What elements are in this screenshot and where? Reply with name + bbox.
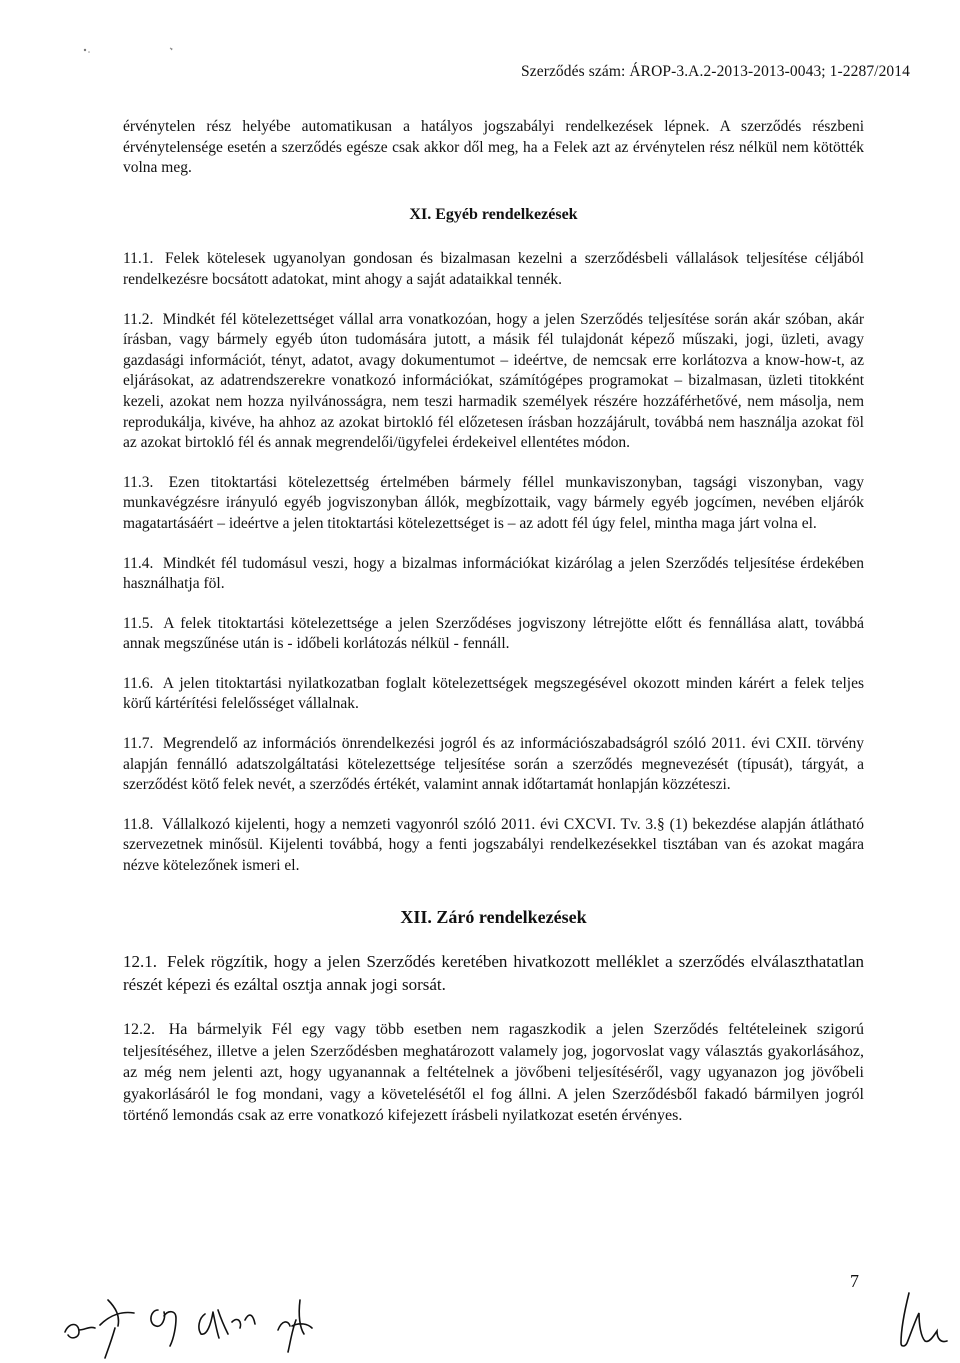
clause-text: Ezen titoktartási kötelezettség értelmében bármely féllel munkaviszonyban, tagsági viszonyban, vagy munkavégzésre irányuló egyéb jogviszonyban állók, megbízottaik, vagy bármely egyéb jogcímen, nevében eljárók magatartásáért – ideértve a jelen titoktartási kötelezettséget is – az adott fél úgy felel, mintha maga járt volna el. [123, 473, 865, 532]
clause-11-5 [123, 614, 864, 655]
clause-text: Felek kötelesek ugyanolyan gondosan és bizalmasan kezelni a szerződésbeli vállalások teljesítése céljából rendelkezésre bocsátott adatokat, mint ahogy a saját adataikkal tennék. [123, 250, 864, 288]
clause-number: 11.2. [123, 310, 154, 328]
clause-number: 12.1. [123, 952, 157, 972]
clause-11-7 [123, 734, 864, 796]
clause-number: 11.3. [123, 473, 154, 491]
clause-text: Mindkét fél tudomásul veszi, hogy a bizalmas információkat kizárólag a jelen Szerződés teljesítése érdekében használhatja föl. [123, 554, 864, 593]
clause-text: Felek rögzítik, hogy a jelen Szerződés keretében hivatkozott melléklet a szerződés elválaszthatatlan részét képezi és ezáltal osztja annak jogi sorsát. [123, 952, 864, 994]
clause-12-2 [123, 1019, 864, 1127]
clause-text: Megrendelő az információs önrendelkezési jogról és az információszabadságról szóló 2011. évi CXII. törvény alapján fennálló adatszolgáltatási kötelezettsége teljesítése során a szerződés megnevezését (típusát), tárgyát, a szerződést kötő felek nevét, a szerződés értékét, valamint annak időtartamát honlapján közzéteszi. [123, 735, 865, 794]
page-number: 7 [850, 1271, 859, 1291]
section-xii-title: XII. Záró rendelkezések [400, 906, 587, 927]
clause-11-4 [123, 554, 864, 595]
clause-11-8 [123, 815, 864, 877]
clause-text: A jelen titoktartási nyilatkozatban foglalt kötelezettségek megszegésével okozott minden kárért a felek teljes körű kártérítési felelősséget vállalnak. [123, 674, 864, 713]
clause-number: 11.5. [123, 614, 154, 632]
clause-12-1 [123, 951, 864, 996]
clause-number: 11.4. [123, 554, 154, 572]
clause-11-2 [123, 310, 864, 454]
scan-artifact-marks [82, 44, 182, 56]
clause-text: Mindkét fél kötelezettséget vállal arra vonatkozóan, hogy a jelen Szerződés teljesítése során akár szóban, akár írásban, vagy bármely egyéb úton tudomására jutott, a másik fél tulajdonát képező műszaki, jogi, üzleti, avagy gazdasági információt, tényt, adatot, avagy dokumentumot – ideértve, de nemcsak erre korlátozva a know-how-t, az eljárásokat, az adatrendszerekre vonatkozó információkat, számítógépes programokat – bizalmasan, üzleti titokként kezeli, azokat nem hozza nyilvánosságra, nem teszi harmadik személyek részére hozzáférhetővé, nem másolja, nem reprodukálja, kivéve, ha ahhoz az azokat birtokló fél előzetesen írásban hozzájárult, továbbá nem használja azokat föl az azokat birtokló fél és annak megrendelői/ügyfelei érdekeivel ellentétes módon. [123, 310, 865, 452]
contract-number-header: Szerződés szám: ÁROP-3.A.2-2013-2013-0043; 1-2287/2014 [521, 63, 910, 80]
handwritten-initials [60, 1270, 560, 1360]
clause-text: Ha bármelyik Fél egy vagy több esetben nem ragaszkodik a jelen Szerződés feltételeinek szigorú teljesítéséhez, illetve a jelen Szerződésben meghatározott valamely jog, jogorvoslat vagy választás gyakorlásához, az még nem jelenti azt, hogy ugyanannak a feltételnek a jövőbeni teljesítéséről, vagy ugyanazon jog jövőbeli gyakorlásáról le fog mondani, vagy a követelésétől el fog állni. A jelen Szerződésből fakadó bármilyen jogról történő lemondás csak az erre vonatkozó kifejezett írásbeli nyilatkozat esetén érvényes. [123, 1021, 865, 1125]
clause-text: Vállalkozó kijelenti, hogy a nemzeti vagyonról szóló 2011. évi CXCVI. Tv. 3.§ (1) bekezdése alapján átlátható szervezetnek minősül. Kijelenti továbbá, hogy a fenti jogszabályi rendelkezésekkel tisztában van és azokat magára nézve kötelezőnek ismeri el. [123, 815, 864, 875]
clause-number: 11.7. [123, 735, 154, 753]
clause-text: A felek titoktartási kötelezettsége a jelen Szerződéses jogviszony létrejötte előtt és fennállása alatt, továbbá annak megszűnése után is - időbeli korlátozás nélkül - fennáll. [123, 614, 864, 653]
clause-11-3 [123, 473, 864, 535]
clause-number: 11.6. [123, 674, 154, 692]
clause-number: 12.2. [123, 1021, 155, 1039]
clause-number: 11.1. [123, 250, 154, 268]
clause-11-1 [123, 249, 864, 290]
intro-paragraph: érvénytelen rész helyébe automatikusan a hatályos jogszabályi rendelkezések lépnek. A szerződés részbeni érvénytelensége esetén a szerződés egésze csak akkor dől meg, ha a Felek azt az érvénytelen rész nélkül nem kötötték volna meg. [123, 118, 864, 177]
section-xi-title: XI. Egyéb rendelkezések [409, 205, 578, 223]
handwritten-initial-right [895, 1285, 955, 1355]
clause-11-6 [123, 674, 864, 715]
clause-number: 11.8. [123, 815, 154, 833]
document-body [123, 117, 864, 1146]
